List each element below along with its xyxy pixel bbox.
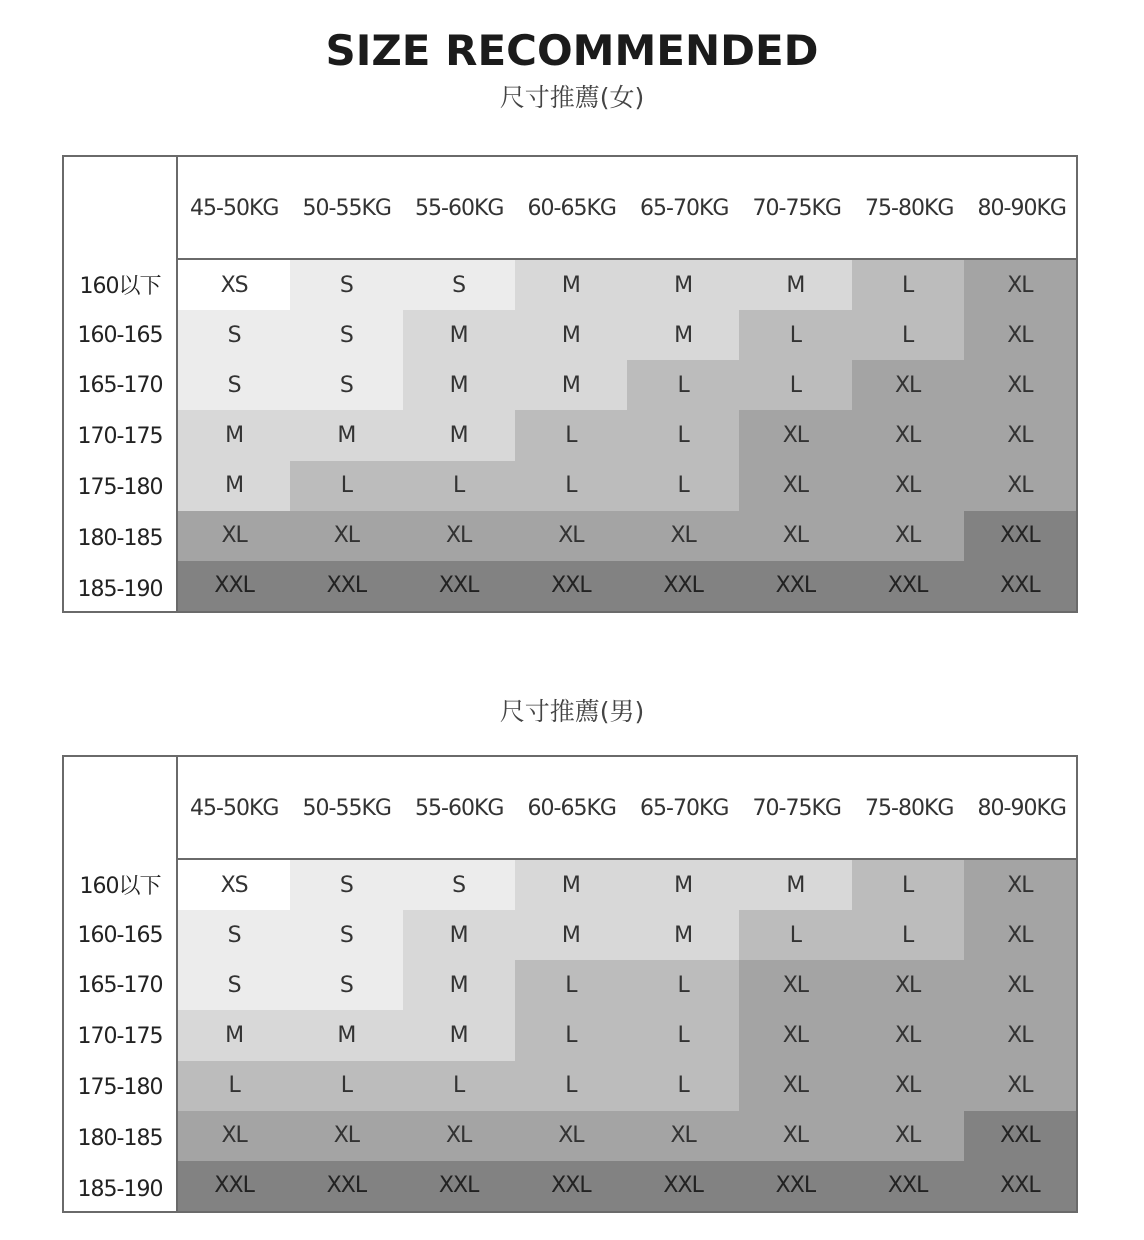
size-cell: XL xyxy=(739,960,851,1010)
size-cell: XXL xyxy=(178,561,290,611)
size-cell: XXL xyxy=(964,1161,1076,1211)
header-divider xyxy=(176,858,1076,860)
size-cell: XXL xyxy=(964,511,1076,561)
size-cell: XL xyxy=(739,461,851,511)
size-cell: XXL xyxy=(627,561,739,611)
size-cell: XXL xyxy=(852,1161,964,1211)
women-table-subtitle: 尺寸推薦(女) xyxy=(499,83,645,112)
size-cell: XL xyxy=(964,360,1076,410)
size-cell: L xyxy=(403,461,515,511)
size-cell: S xyxy=(290,260,402,310)
size-cell: XL xyxy=(627,511,739,561)
weight-column-header: 45-50KG xyxy=(190,195,279,221)
table-row xyxy=(178,360,1076,410)
size-cell: S xyxy=(178,910,290,960)
size-cell: L xyxy=(739,310,851,360)
size-cell: M xyxy=(627,910,739,960)
weight-header-row xyxy=(176,757,1078,859)
size-cell: XXL xyxy=(290,561,402,611)
page-title: SIZE RECOMMENDED xyxy=(325,26,819,75)
size-cell: XL xyxy=(178,511,290,561)
size-cell: M xyxy=(290,1010,402,1060)
size-cell: L xyxy=(852,860,964,910)
size-cell: M xyxy=(515,260,627,310)
weight-column-header: 60-65KG xyxy=(527,795,616,821)
size-cell: L xyxy=(515,1061,627,1111)
size-cell: M xyxy=(403,1010,515,1060)
size-grid xyxy=(178,260,1076,611)
size-cell: XL xyxy=(403,1111,515,1161)
table-row xyxy=(178,410,1076,460)
weight-column-header: 50-55KG xyxy=(302,795,391,821)
size-cell: XL xyxy=(964,1061,1076,1111)
size-cell: M xyxy=(515,360,627,410)
table-row xyxy=(178,461,1076,511)
weight-column-header: 75-80KG xyxy=(865,795,954,821)
size-cell: M xyxy=(739,260,851,310)
table-row xyxy=(178,1061,1076,1111)
size-cell: L xyxy=(178,1061,290,1111)
size-cell: XL xyxy=(739,1010,851,1060)
size-cell: L xyxy=(627,360,739,410)
size-cell: XL xyxy=(739,1111,851,1161)
table-row xyxy=(178,260,1076,310)
weight-column-header: 55-60KG xyxy=(415,195,504,221)
size-cell: L xyxy=(515,410,627,460)
height-row-label: 175-180 xyxy=(77,475,163,501)
size-cell: XL xyxy=(964,260,1076,310)
table-row xyxy=(178,310,1076,360)
size-cell: M xyxy=(403,410,515,460)
weight-column-header: 80-90KG xyxy=(977,195,1066,221)
size-cell: M xyxy=(403,310,515,360)
size-cell: L xyxy=(627,960,739,1010)
size-cell: XL xyxy=(964,860,1076,910)
weight-column-header: 50-55KG xyxy=(302,195,391,221)
size-cell: XXL xyxy=(627,1161,739,1211)
size-cell: L xyxy=(515,1010,627,1060)
size-cell: XL xyxy=(515,1111,627,1161)
size-cell: M xyxy=(627,860,739,910)
size-cell: XL xyxy=(964,461,1076,511)
size-cell: M xyxy=(178,410,290,460)
size-cell: XL xyxy=(739,1061,851,1111)
size-cell: S xyxy=(290,960,402,1010)
height-row-label: 170-175 xyxy=(77,1024,163,1050)
table-row xyxy=(178,1111,1076,1161)
women-size-table xyxy=(62,155,1078,613)
height-row-label: 165-170 xyxy=(77,973,163,999)
size-cell: L xyxy=(627,1061,739,1111)
weight-column-header: 55-60KG xyxy=(415,795,504,821)
size-cell: XXL xyxy=(739,561,851,611)
weight-column-header: 75-80KG xyxy=(865,195,954,221)
size-cell: L xyxy=(290,461,402,511)
height-row-label: 160-165 xyxy=(77,922,163,948)
size-cell: L xyxy=(627,1010,739,1060)
weight-column-header: 80-90KG xyxy=(977,795,1066,821)
size-cell: XL xyxy=(964,1010,1076,1060)
size-cell: L xyxy=(739,360,851,410)
size-cell: XL xyxy=(852,1010,964,1060)
size-cell: M xyxy=(403,360,515,410)
size-cell: XXL xyxy=(739,1161,851,1211)
size-cell: S xyxy=(403,260,515,310)
size-cell: L xyxy=(403,1061,515,1111)
size-cell: XL xyxy=(852,1111,964,1161)
size-cell: S xyxy=(290,360,402,410)
size-grid xyxy=(178,860,1076,1211)
size-cell: XL xyxy=(515,511,627,561)
size-cell: XXL xyxy=(290,1161,402,1211)
height-row-label: 160以下 xyxy=(79,873,161,899)
height-row-label: 160以下 xyxy=(79,273,161,299)
size-cell: M xyxy=(739,860,851,910)
size-cell: XXL xyxy=(964,561,1076,611)
size-cell: S xyxy=(290,310,402,360)
header-divider xyxy=(176,258,1076,260)
size-cell: XL xyxy=(739,410,851,460)
size-cell: L xyxy=(627,461,739,511)
height-row-label: 175-180 xyxy=(77,1075,163,1101)
height-row-label: 185-190 xyxy=(77,576,163,602)
size-cell: S xyxy=(290,860,402,910)
height-label-column xyxy=(64,259,176,615)
size-cell: M xyxy=(403,910,515,960)
size-cell: L xyxy=(852,310,964,360)
size-cell: M xyxy=(515,910,627,960)
size-cell: XXL xyxy=(403,561,515,611)
weight-column-header: 70-75KG xyxy=(752,195,841,221)
weight-column-header: 45-50KG xyxy=(190,795,279,821)
size-cell: L xyxy=(852,910,964,960)
weight-column-header: 65-70KG xyxy=(640,795,729,821)
table-row xyxy=(178,1161,1076,1211)
weight-column-header: 65-70KG xyxy=(640,195,729,221)
height-row-label: 185-190 xyxy=(77,1176,163,1202)
table-row xyxy=(178,910,1076,960)
size-cell: M xyxy=(403,960,515,1010)
size-cell: XL xyxy=(627,1111,739,1161)
men-table-subtitle: 尺寸推薦(男) xyxy=(499,697,645,726)
men-size-table xyxy=(62,755,1078,1213)
size-cell: M xyxy=(627,310,739,360)
size-cell: S xyxy=(178,960,290,1010)
size-cell: XL xyxy=(852,1061,964,1111)
size-cell: S xyxy=(403,860,515,910)
size-cell: XL xyxy=(964,410,1076,460)
size-cell: M xyxy=(178,1010,290,1060)
height-label-column xyxy=(64,859,176,1215)
size-cell: XL xyxy=(290,1111,402,1161)
height-row-label: 170-175 xyxy=(77,424,163,450)
height-row-label: 165-170 xyxy=(77,373,163,399)
size-cell: XL xyxy=(852,360,964,410)
size-cell: L xyxy=(627,410,739,460)
size-cell: XL xyxy=(290,511,402,561)
table-row xyxy=(178,1010,1076,1060)
size-cell: XL xyxy=(964,910,1076,960)
size-cell: XS xyxy=(178,860,290,910)
label-divider xyxy=(176,157,178,611)
height-row-label: 180-185 xyxy=(77,1125,163,1151)
size-cell: S xyxy=(178,360,290,410)
size-cell: XL xyxy=(964,310,1076,360)
table-row xyxy=(178,960,1076,1010)
weight-column-header: 70-75KG xyxy=(752,795,841,821)
size-cell: S xyxy=(290,910,402,960)
size-cell: L xyxy=(852,260,964,310)
table-row xyxy=(178,561,1076,611)
size-cell: XS xyxy=(178,260,290,310)
size-cell: XXL xyxy=(964,1111,1076,1161)
size-cell: XXL xyxy=(403,1161,515,1211)
size-cell: M xyxy=(627,260,739,310)
label-divider xyxy=(176,757,178,1211)
size-cell: XL xyxy=(739,511,851,561)
size-cell: XL xyxy=(403,511,515,561)
size-cell: XL xyxy=(852,960,964,1010)
size-cell: M xyxy=(515,860,627,910)
size-cell: L xyxy=(515,960,627,1010)
table-row xyxy=(178,860,1076,910)
size-cell: L xyxy=(515,461,627,511)
size-cell: XXL xyxy=(515,561,627,611)
height-row-label: 160-165 xyxy=(77,322,163,348)
size-cell: XXL xyxy=(515,1161,627,1211)
table-row xyxy=(178,511,1076,561)
size-cell: XL xyxy=(852,461,964,511)
size-cell: M xyxy=(178,461,290,511)
size-cell: L xyxy=(739,910,851,960)
size-cell: M xyxy=(515,310,627,360)
size-cell: XXL xyxy=(852,561,964,611)
size-cell: L xyxy=(290,1061,402,1111)
weight-column-header: 60-65KG xyxy=(527,195,616,221)
size-cell: XL xyxy=(964,960,1076,1010)
size-cell: XL xyxy=(178,1111,290,1161)
weight-header-row xyxy=(176,157,1078,259)
size-cell: M xyxy=(290,410,402,460)
size-cell: XL xyxy=(852,511,964,561)
size-cell: XL xyxy=(852,410,964,460)
size-cell: XXL xyxy=(178,1161,290,1211)
height-row-label: 180-185 xyxy=(77,525,163,551)
size-cell: S xyxy=(178,310,290,360)
